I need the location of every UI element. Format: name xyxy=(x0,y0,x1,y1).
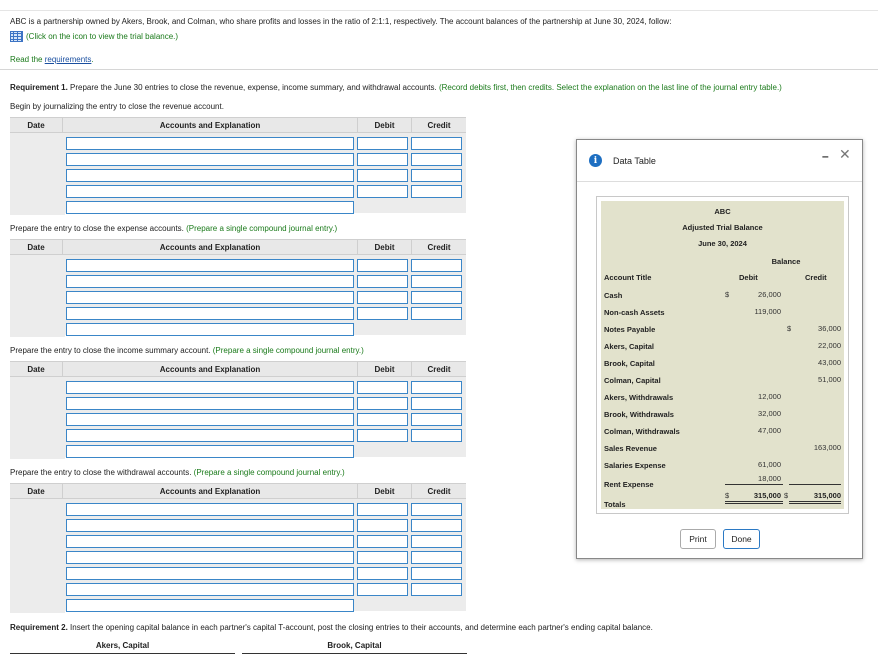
trial-balance-link-text[interactable]: (Click on the icon to view the trial balance.) xyxy=(26,32,179,41)
explanation-input[interactable] xyxy=(66,599,354,612)
account-input[interactable] xyxy=(66,259,354,272)
credit-input[interactable] xyxy=(411,429,462,442)
journal-row xyxy=(10,273,465,289)
credit-input[interactable] xyxy=(411,275,462,288)
account-input[interactable] xyxy=(66,185,354,198)
journal-row xyxy=(10,501,465,517)
debit-input[interactable] xyxy=(357,381,408,394)
account-input[interactable] xyxy=(66,429,354,442)
company-name: ABC xyxy=(714,207,731,216)
trial-balance-frame xyxy=(596,196,849,514)
account-input[interactable] xyxy=(66,519,354,532)
journal-row xyxy=(10,289,465,305)
total-debit: 315,000 xyxy=(753,491,781,500)
account-input[interactable] xyxy=(66,567,354,580)
journal-row xyxy=(10,549,465,565)
account-input[interactable] xyxy=(66,381,354,394)
journal-table-withdrawals xyxy=(10,483,466,611)
requirement-1: Requirement 1. Prepare the June 30 entries to close the revenue, expense, income summary, and withdrawal accounts. (Record debits first, then credits. Select the explanation on the last line of the journal entry table.) xyxy=(10,83,782,92)
account-input[interactable] xyxy=(66,535,354,548)
debit-input[interactable] xyxy=(357,535,408,548)
currency-symbol: $ xyxy=(725,290,730,299)
total-double-underline xyxy=(725,501,783,502)
credit-input[interactable] xyxy=(411,413,462,426)
journal-row xyxy=(10,257,465,273)
account-input[interactable] xyxy=(66,551,354,564)
total-double-underline xyxy=(789,501,841,502)
row-credit: 22,000 xyxy=(818,341,841,350)
row-debit: 61,000 xyxy=(758,460,781,469)
journal-row xyxy=(10,411,465,427)
credit-input[interactable] xyxy=(411,137,462,150)
account-input[interactable] xyxy=(66,275,354,288)
t-account-brook: Brook, Capital xyxy=(327,641,382,650)
requirement-2: Requirement 2. Insert the opening capital balance in each partner's capital T-account, post the closing entries to their accounts, and determine each partner's ending capital balance. xyxy=(10,623,653,632)
read-requirements: Read the requirements. xyxy=(10,55,94,64)
currency-symbol: $ xyxy=(784,491,789,500)
journal-header: Date Accounts and Explanation Debit Credit xyxy=(10,117,466,133)
row-credit: 163,000 xyxy=(813,443,841,452)
row-debit: 18,000 xyxy=(758,474,781,483)
credit-input[interactable] xyxy=(411,503,462,516)
journal-header: Date Accounts and Explanation Debit Credit xyxy=(10,239,466,255)
journal-row xyxy=(10,565,465,581)
explanation-input[interactable] xyxy=(66,201,354,214)
instruction-income-summary: Prepare the entry to close the income summary account. (Prepare a single compound journal entry.) xyxy=(10,346,364,355)
balance-header: Balance xyxy=(771,257,801,266)
journal-row xyxy=(10,135,465,151)
total-credit: 315,000 xyxy=(813,491,841,500)
t-account-akers: Akers, Capital xyxy=(95,641,150,650)
journal-row xyxy=(10,427,465,443)
subtotal-underline xyxy=(789,484,841,485)
credit-input[interactable] xyxy=(411,153,462,166)
account-input[interactable] xyxy=(66,503,354,516)
row-name: Akers, Capital xyxy=(604,342,655,351)
account-input[interactable] xyxy=(66,307,354,320)
journal-header: Date Accounts and Explanation Debit Credit xyxy=(10,483,466,499)
explanation-input[interactable] xyxy=(66,445,354,458)
row-name: Sales Revenue xyxy=(604,444,657,453)
journal-row xyxy=(10,517,465,533)
t-account-line xyxy=(242,653,467,654)
minimize-icon[interactable]: – xyxy=(822,149,829,163)
credit-input[interactable] xyxy=(411,259,462,272)
explanation-input[interactable] xyxy=(66,323,354,336)
row-credit: 51,000 xyxy=(818,375,841,384)
credit-input[interactable] xyxy=(411,519,462,532)
debit-input[interactable] xyxy=(357,551,408,564)
credit-input[interactable] xyxy=(411,397,462,410)
row-debit: 119,000 xyxy=(754,307,781,316)
section-divider xyxy=(0,69,878,70)
report-date: June 30, 2024 xyxy=(698,239,747,248)
explanation-row xyxy=(10,443,465,459)
row-name: Salaries Expense xyxy=(604,461,666,470)
journal-row xyxy=(10,533,465,549)
row-name: Cash xyxy=(604,291,623,300)
row-name: Rent Expense xyxy=(604,480,654,489)
account-input[interactable] xyxy=(66,137,354,150)
explanation-row xyxy=(10,321,465,337)
top-divider xyxy=(0,10,878,11)
debit-input[interactable] xyxy=(357,169,408,182)
row-name: Akers, Withdrawals xyxy=(604,393,674,402)
debit-input[interactable] xyxy=(357,583,408,596)
journal-row xyxy=(10,167,465,183)
row-name: Brook, Capital xyxy=(604,359,655,368)
totals-label: Totals xyxy=(604,500,626,509)
debit-input[interactable] xyxy=(357,429,408,442)
journal-row xyxy=(10,379,465,395)
credit-input[interactable] xyxy=(411,307,462,320)
journal-header: Date Accounts and Explanation Debit Credit xyxy=(10,361,466,377)
trial-balance-table xyxy=(601,201,844,509)
explanation-row xyxy=(10,199,465,215)
explanation-row xyxy=(10,597,465,613)
debit-input[interactable] xyxy=(357,413,408,426)
currency-symbol: $ xyxy=(725,491,730,500)
row-name: Brook, Withdrawals xyxy=(604,410,674,419)
debit-input[interactable] xyxy=(357,307,408,320)
journal-row xyxy=(10,305,465,321)
journal-row xyxy=(10,581,465,597)
credit-input[interactable] xyxy=(411,567,462,580)
journal-table-income-summary xyxy=(10,361,466,457)
currency-symbol: $ xyxy=(787,324,792,333)
credit-input[interactable] xyxy=(411,583,462,596)
instruction-revenue: Begin by journalizing the entry to close the revenue account. xyxy=(10,102,224,111)
row-name: Colman, Capital xyxy=(604,376,661,385)
journal-row xyxy=(10,183,465,199)
account-title-header: Account Title xyxy=(604,273,652,282)
row-debit: 47,000 xyxy=(758,426,781,435)
print-button[interactable]: Print xyxy=(680,529,716,549)
problem-intro: ABC is a partnership owned by Akers, Brook, and Colman, who share profits and losses in the ratio of 2:1:1, respectively. The account balances of the partnership at June 30, 2024, follow: xyxy=(10,17,672,26)
row-credit: 36,000 xyxy=(818,324,841,333)
debit-input[interactable] xyxy=(357,137,408,150)
total-double-underline xyxy=(725,503,783,504)
credit-input[interactable] xyxy=(411,551,462,564)
debit-input[interactable] xyxy=(357,397,408,410)
debit-input[interactable] xyxy=(357,567,408,580)
journal-row xyxy=(10,395,465,411)
credit-input[interactable] xyxy=(411,381,462,394)
debit-input[interactable] xyxy=(357,291,408,304)
row-name: Colman, Withdrawals xyxy=(604,427,680,436)
row-name: Notes Payable xyxy=(604,325,656,334)
debit-input[interactable] xyxy=(357,185,408,198)
journal-table-revenue xyxy=(10,117,466,213)
done-button[interactable]: Done xyxy=(723,529,760,549)
credit-input[interactable] xyxy=(411,535,462,548)
row-credit: 43,000 xyxy=(818,358,841,367)
account-input[interactable] xyxy=(66,153,354,166)
instruction-expense: Prepare the entry to close the expense accounts. (Prepare a single compound journal entry.) xyxy=(10,224,338,233)
row-debit: 32,000 xyxy=(758,409,781,418)
row-debit: 12,000 xyxy=(758,392,781,401)
account-input[interactable] xyxy=(66,583,354,596)
subtotal-underline xyxy=(725,484,783,485)
modal-title: Data Table xyxy=(613,156,656,166)
report-title: Adjusted Trial Balance xyxy=(682,223,763,232)
info-icon: i xyxy=(589,154,602,167)
debit-input[interactable] xyxy=(357,259,408,272)
account-input[interactable] xyxy=(66,169,354,182)
credit-input[interactable] xyxy=(411,291,462,304)
credit-input[interactable] xyxy=(411,169,462,182)
trial-balance-link[interactable] xyxy=(10,31,178,42)
close-icon[interactable]: ✕ xyxy=(839,146,851,162)
account-input[interactable] xyxy=(66,413,354,426)
journal-table-expense xyxy=(10,239,466,335)
instruction-withdrawals: Prepare the entry to close the withdrawal accounts. (Prepare a single compound journal entry.) xyxy=(10,468,345,477)
debit-input[interactable] xyxy=(357,503,408,516)
credit-header: Credit xyxy=(805,273,827,282)
row-debit: 26,000 xyxy=(758,290,781,299)
debit-input[interactable] xyxy=(357,153,408,166)
requirements-link[interactable]: requirements xyxy=(44,55,92,64)
row-name: Non-cash Assets xyxy=(604,308,665,317)
account-input[interactable] xyxy=(66,397,354,410)
journal-row xyxy=(10,151,465,167)
debit-input[interactable] xyxy=(357,519,408,532)
modal-header xyxy=(577,140,862,182)
account-input[interactable] xyxy=(66,291,354,304)
table-icon[interactable] xyxy=(10,31,23,42)
debit-header: Debit xyxy=(739,273,758,282)
data-table-modal xyxy=(576,139,863,559)
total-double-underline xyxy=(789,503,841,504)
credit-input[interactable] xyxy=(411,185,462,198)
debit-input[interactable] xyxy=(357,275,408,288)
t-account-line xyxy=(10,653,235,654)
